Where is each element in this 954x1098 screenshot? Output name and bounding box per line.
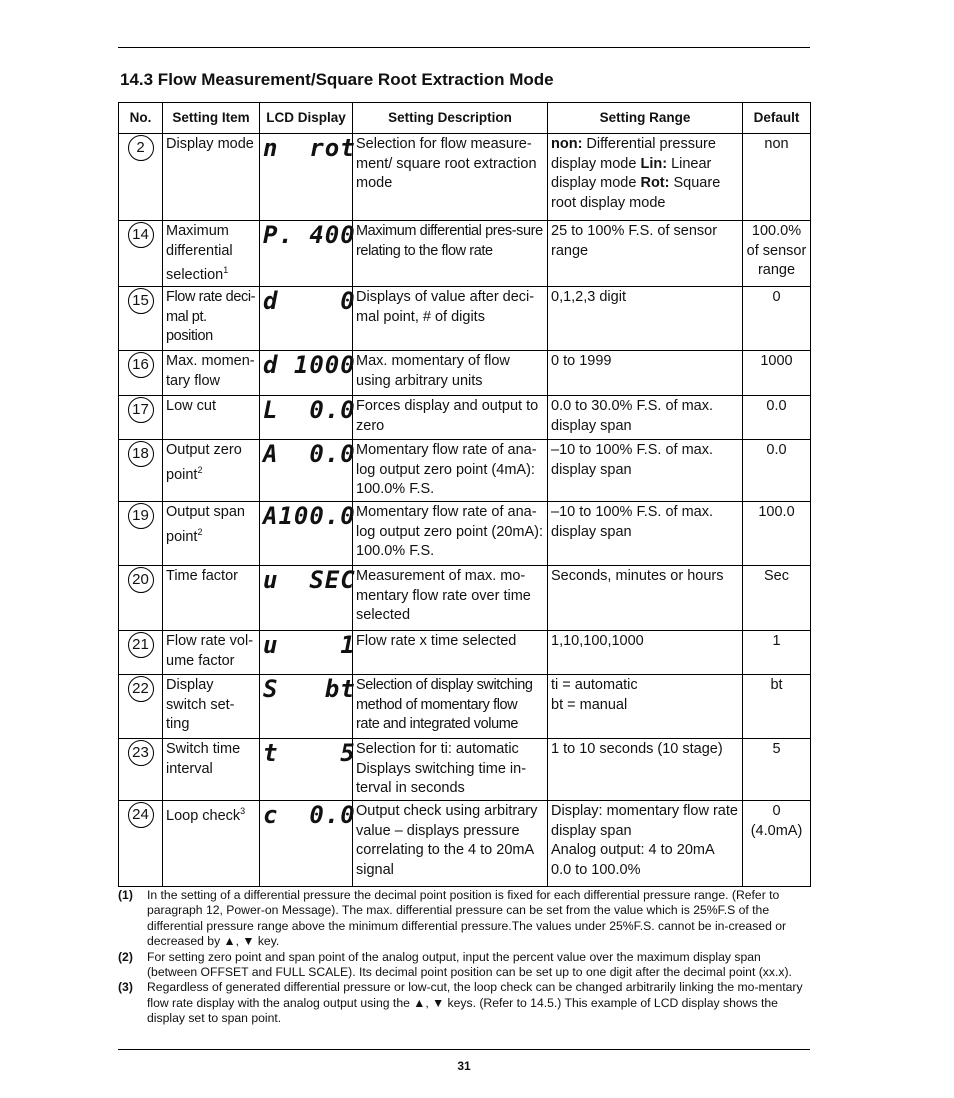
lcd-display-cell <box>260 351 356 396</box>
setting-item-text: Output zero point <box>166 442 242 483</box>
setting-range-cell: –10 to 100% F.S. of max. display span <box>548 440 743 502</box>
setting-description-cell: Selection for ti: automatic Displays switching time in-terval in seconds <box>353 739 548 801</box>
setting-item-text: Maximum differential selection <box>166 223 233 283</box>
col-header-setting-item: Setting Item <box>163 103 260 134</box>
setting-item-text: Loop check <box>166 808 241 825</box>
row-number-cell <box>119 396 163 440</box>
circled-number: 19 <box>128 503 154 529</box>
footnote-ref: 3 <box>240 806 246 817</box>
setting-description-cell: Selection for flow measure-ment/ square root extraction mode <box>353 134 548 221</box>
row-number-cell <box>119 287 163 351</box>
setting-range-cell: non: Differential pressure display mode Lin: Linear display mode Rot: Square root display mode <box>548 134 743 221</box>
circled-number: 20 <box>128 567 154 593</box>
lcd-segment-readout: u SEC <box>263 566 356 595</box>
page-number: 31 <box>457 1059 471 1073</box>
default-value-cell: 5 <box>743 739 811 801</box>
setting-range-cell: Display: momentary flow rate display span Analog output: 4 to 20mA 0.0 to 100.0% <box>548 801 743 887</box>
setting-description-cell: Momentary flow rate of ana-log output zero point (20mA): 100.0% F.S. <box>353 502 548 566</box>
setting-item-cell <box>163 566 260 631</box>
circled-number: 24 <box>128 802 154 828</box>
setting-description-cell: Max. momentary of flow using arbitrary units <box>353 351 548 396</box>
row-number-cell <box>119 566 163 631</box>
col-header-default: Default <box>743 103 811 134</box>
setting-item-text: Low cut <box>166 398 216 415</box>
row-number-cell <box>119 675 163 739</box>
default-value-cell: non <box>743 134 811 221</box>
circled-number: 16 <box>128 352 154 378</box>
setting-description-cell: Momentary flow rate of ana-log output zero point (4mA): 100.0% F.S. <box>353 440 548 502</box>
setting-item-cell <box>163 502 260 566</box>
setting-range-cell: Seconds, minutes or hours <box>548 566 743 631</box>
row-number-cell <box>119 134 163 221</box>
table-row <box>119 566 811 631</box>
lcd-display-cell <box>260 739 356 801</box>
table-row <box>119 801 811 887</box>
setting-item-cell <box>163 739 260 801</box>
setting-item-cell <box>163 221 260 287</box>
setting-item-cell <box>163 631 260 675</box>
lcd-display-cell <box>260 502 356 566</box>
lcd-display-cell <box>260 566 356 631</box>
table-row <box>119 396 811 440</box>
lcd-segment-readout: d 0 <box>263 287 356 316</box>
setting-item-cell <box>163 675 260 739</box>
setting-description-cell: Displays of value after deci-mal point, # of digits <box>353 287 548 351</box>
setting-range-cell: 0,1,2,3 digit <box>548 287 743 351</box>
footnote-text: In the setting of a differential pressure the decimal point position is fixed for each differential pressure range. (Refer to paragraph 12, Power-on Message). The max. differential pressure can be set from the value which is 25%F.S of the differential pressure range above the minimum differential pressure.The values under 25%F.S. cannot be in-creased or decreased by ▲, ▼ key. <box>147 888 787 949</box>
lcd-segment-readout: S bt <box>263 675 356 704</box>
lcd-segment-readout: t 5 <box>263 739 356 768</box>
table-row <box>119 134 811 221</box>
circled-number: 17 <box>128 397 154 423</box>
default-value-cell: 1000 <box>743 351 811 396</box>
table-row <box>119 440 811 502</box>
setting-item-cell <box>163 134 260 221</box>
setting-description-cell: Forces display and output to zero <box>353 396 548 440</box>
default-value-cell: bt <box>743 675 811 739</box>
lcd-segment-readout: u 1 <box>263 631 356 660</box>
lcd-segment-readout: L 0.0 <box>263 396 356 425</box>
setting-description-cell: Output check using arbitrary value – displays pressure correlating to the 4 to 20mA signal <box>353 801 548 887</box>
col-header-setting-description: Setting Description <box>353 103 548 134</box>
setting-item-text: Max. momen-tary flow <box>166 353 255 389</box>
setting-description-cell: Measurement of max. mo-mentary flow rate over time selected <box>353 566 548 631</box>
setting-range-cell: ti = automatic bt = manual <box>548 675 743 739</box>
footer-rule <box>118 1049 810 1050</box>
setting-range-cell: 0 to 1999 <box>548 351 743 396</box>
row-number-cell <box>119 502 163 566</box>
default-value-cell: 0.0 <box>743 440 811 502</box>
table-row <box>119 351 811 396</box>
row-number-cell <box>119 351 163 396</box>
table-row <box>119 287 811 351</box>
table-row <box>119 739 811 801</box>
circled-number: 15 <box>128 288 154 314</box>
lcd-display-cell <box>260 134 356 221</box>
footnote-mark: (3) <box>118 980 133 995</box>
row-number-cell <box>119 440 163 502</box>
setting-item-text: Flow rate vol-ume factor <box>166 633 254 669</box>
setting-range-cell: 25 to 100% F.S. of sensor range <box>548 221 743 287</box>
setting-range-cell: –10 to 100% F.S. of max. display span <box>548 502 743 566</box>
circled-number: 23 <box>128 740 154 766</box>
footnote-text: For setting zero point and span point of the analog output, input the percent value over the maximum display span (between OFFSET and FULL SCALE). Its decimal point position can be set up to one digit after the decimal point (xx.x). <box>147 949 792 980</box>
settings-table <box>118 102 811 887</box>
row-number-cell <box>119 739 163 801</box>
footnote <box>118 950 813 981</box>
lcd-display-cell <box>260 440 356 502</box>
setting-item-cell <box>163 801 260 887</box>
setting-description-cell: Maximum differential pres-sure relating to the flow rate <box>353 221 548 287</box>
default-value-cell: 0 (4.0mA) <box>743 801 811 887</box>
row-number-cell <box>119 801 163 887</box>
setting-item-cell <box>163 351 260 396</box>
default-value-cell: 1 <box>743 631 811 675</box>
table-row <box>119 631 811 675</box>
footnote-ref: 2 <box>197 464 203 475</box>
lcd-segment-readout: n rot <box>263 134 356 162</box>
table-row <box>119 502 811 566</box>
lcd-segment-readout: P. 400 <box>263 221 356 249</box>
lcd-display-cell <box>260 631 356 675</box>
setting-item-cell <box>163 396 260 440</box>
header-rule <box>118 47 810 48</box>
setting-item-text: Display mode <box>166 136 254 152</box>
setting-item-text: Flow rate deci-mal pt. position <box>166 289 256 345</box>
circled-number: 21 <box>128 632 154 658</box>
footnote-ref: 2 <box>197 526 203 537</box>
row-number-cell <box>119 631 163 675</box>
footnote-mark: (2) <box>118 949 133 964</box>
setting-range-cell: 0.0 to 30.0% F.S. of max. display span <box>548 396 743 440</box>
setting-item-text: Switch time interval <box>166 741 241 777</box>
footnote <box>118 980 813 1026</box>
lcd-display-cell <box>260 675 356 739</box>
footnotes <box>118 888 813 1027</box>
setting-range-cell: 1,10,100,1000 <box>548 631 743 675</box>
setting-item-cell <box>163 287 260 351</box>
setting-item-text: Time factor <box>166 568 238 585</box>
setting-range-cell: 1 to 10 seconds (10 stage) <box>548 739 743 801</box>
lcd-segment-readout: A100.0 <box>263 502 356 531</box>
section-title: 14.3 Flow Measurement/Square Root Extraction Mode <box>120 70 554 89</box>
setting-item-text: Display switch set-ting <box>166 677 235 733</box>
default-value-cell: 100.0 <box>743 502 811 566</box>
col-header-no: No. <box>119 103 163 134</box>
lcd-display-cell <box>260 801 356 887</box>
default-value-cell: 0 <box>743 287 811 351</box>
setting-item-text: Output span point <box>166 504 245 545</box>
lcd-segment-readout: A 0.0 <box>263 440 356 469</box>
col-header-setting-range: Setting Range <box>548 103 743 134</box>
setting-description-cell: Flow rate x time selected <box>353 631 548 675</box>
default-value-cell: 100.0% of sensor range <box>743 221 811 287</box>
lcd-display-cell <box>260 396 356 440</box>
default-value-cell: 0.0 <box>743 396 811 440</box>
circled-number: 22 <box>128 676 154 702</box>
footnote-mark: (1) <box>118 888 133 902</box>
lcd-display-cell <box>260 287 356 351</box>
lcd-segment-readout: c 0.0 <box>263 801 356 830</box>
circled-number: 2 <box>128 135 154 161</box>
table-row <box>119 221 811 287</box>
row-number-cell <box>119 221 163 287</box>
footnote <box>118 888 813 950</box>
setting-description-cell: Selection of display switching method of momentary flow rate and integrated volume <box>353 675 548 739</box>
col-header-lcd-display: LCD Display <box>260 103 353 134</box>
table-row <box>119 675 811 739</box>
setting-item-cell <box>163 440 260 502</box>
footnote-text: Regardless of generated differential pressure or low-cut, the loop check can be changed arbitrarily linking the mo-mentary flow rate display with the analog output using the ▲, ▼ keys. (Refer to 14.5.) This example of LCD display shows the display set to span point. <box>147 980 803 1026</box>
lcd-segment-readout: d 1000 <box>263 351 356 380</box>
lcd-display-cell <box>260 221 356 287</box>
default-value-cell: Sec <box>743 566 811 631</box>
circled-number: 14 <box>128 222 154 248</box>
circled-number: 18 <box>128 441 154 467</box>
footnote-ref: 1 <box>223 265 229 275</box>
table-header-row <box>119 103 811 134</box>
